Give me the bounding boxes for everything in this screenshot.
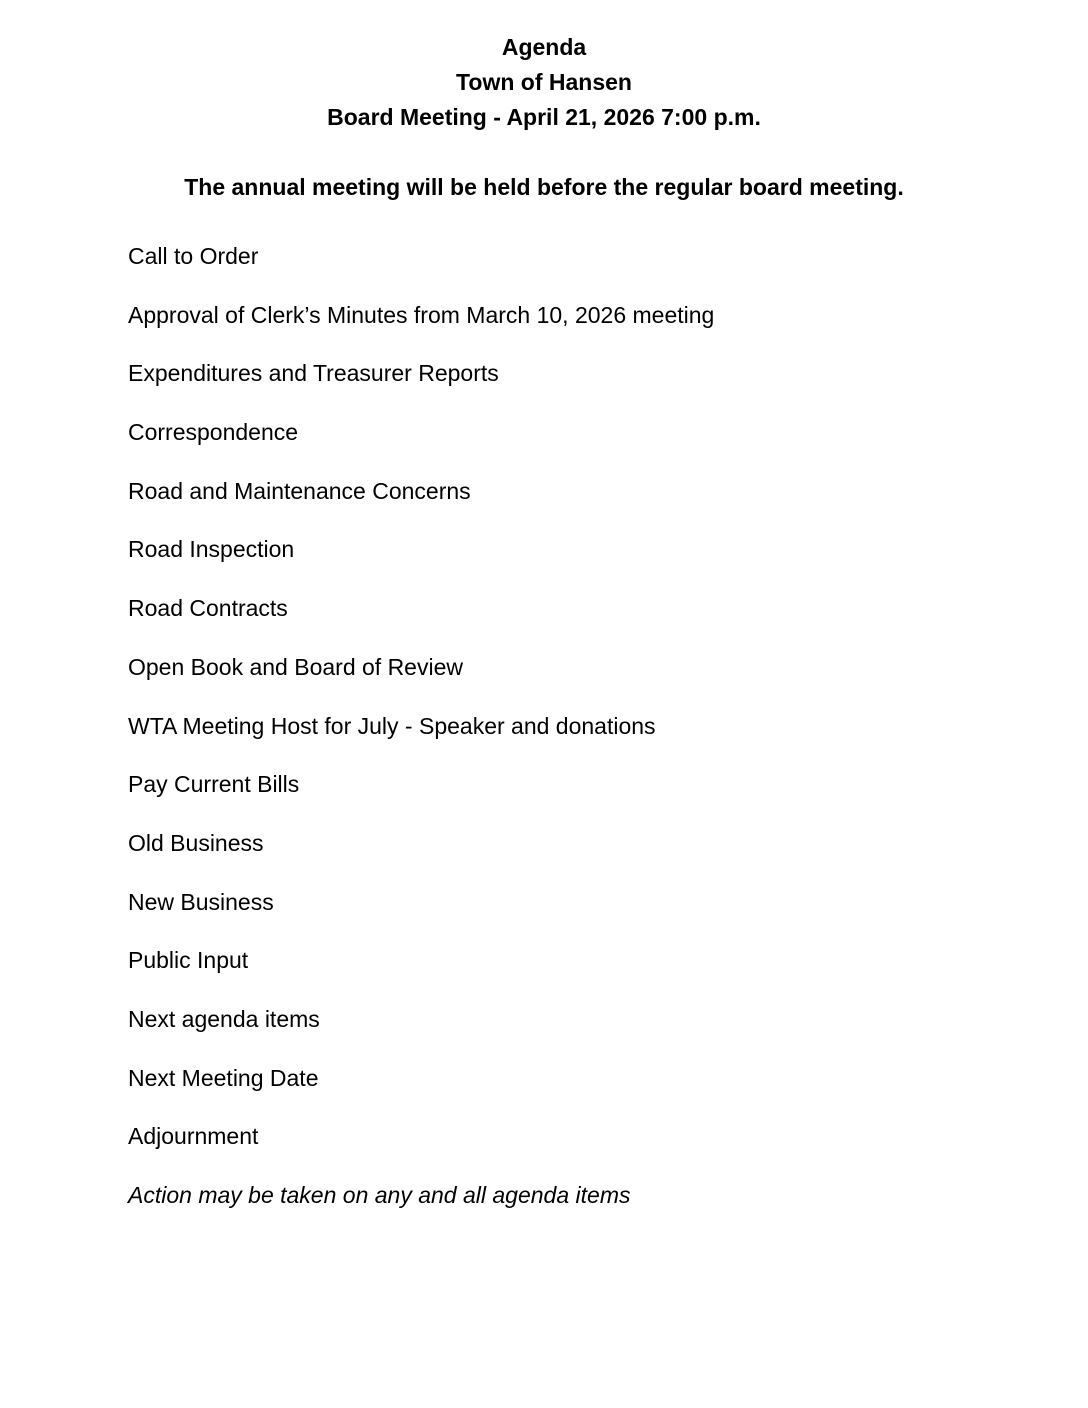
agenda-item: Call to Order <box>128 243 259 269</box>
agenda-items-list <box>128 241 714 1239</box>
agenda-item: Old Business <box>128 829 264 856</box>
agenda-item: Public Input <box>128 947 249 974</box>
meeting-date-time: Board Meeting - April 21, 2026 7:00 p.m. <box>327 104 761 130</box>
agenda-item: WTA Meeting Host for July - Speaker and donations <box>128 712 656 739</box>
agenda-item: Road Contracts <box>128 595 288 622</box>
agenda-item: Next Meeting Date <box>128 1064 319 1091</box>
agenda-item: Approval of Clerk’s Minutes from March 10, 2026 meeting <box>128 301 715 328</box>
action-disclaimer: Action may be taken on any and all agenda items <box>128 1182 631 1208</box>
agenda-item: Open Book and Board of Review <box>128 653 463 680</box>
agenda-item: Correspondence <box>128 419 299 446</box>
town-name: Town of Hansen <box>456 69 632 95</box>
agenda-item: Adjournment <box>128 1123 259 1150</box>
agenda-item: New Business <box>128 888 274 915</box>
agenda-title: Agenda <box>501 34 587 60</box>
agenda-item: Road and Maintenance Concerns <box>128 477 471 504</box>
agenda-item: Next agenda items <box>128 1005 320 1032</box>
agenda-item: Expenditures and Treasurer Reports <box>128 360 499 387</box>
agenda-item: Road Inspection <box>128 536 295 563</box>
annual-meeting-notice: The annual meeting will be held before the regular board meeting. <box>184 174 904 200</box>
agenda-item: Pay Current Bills <box>128 771 300 798</box>
